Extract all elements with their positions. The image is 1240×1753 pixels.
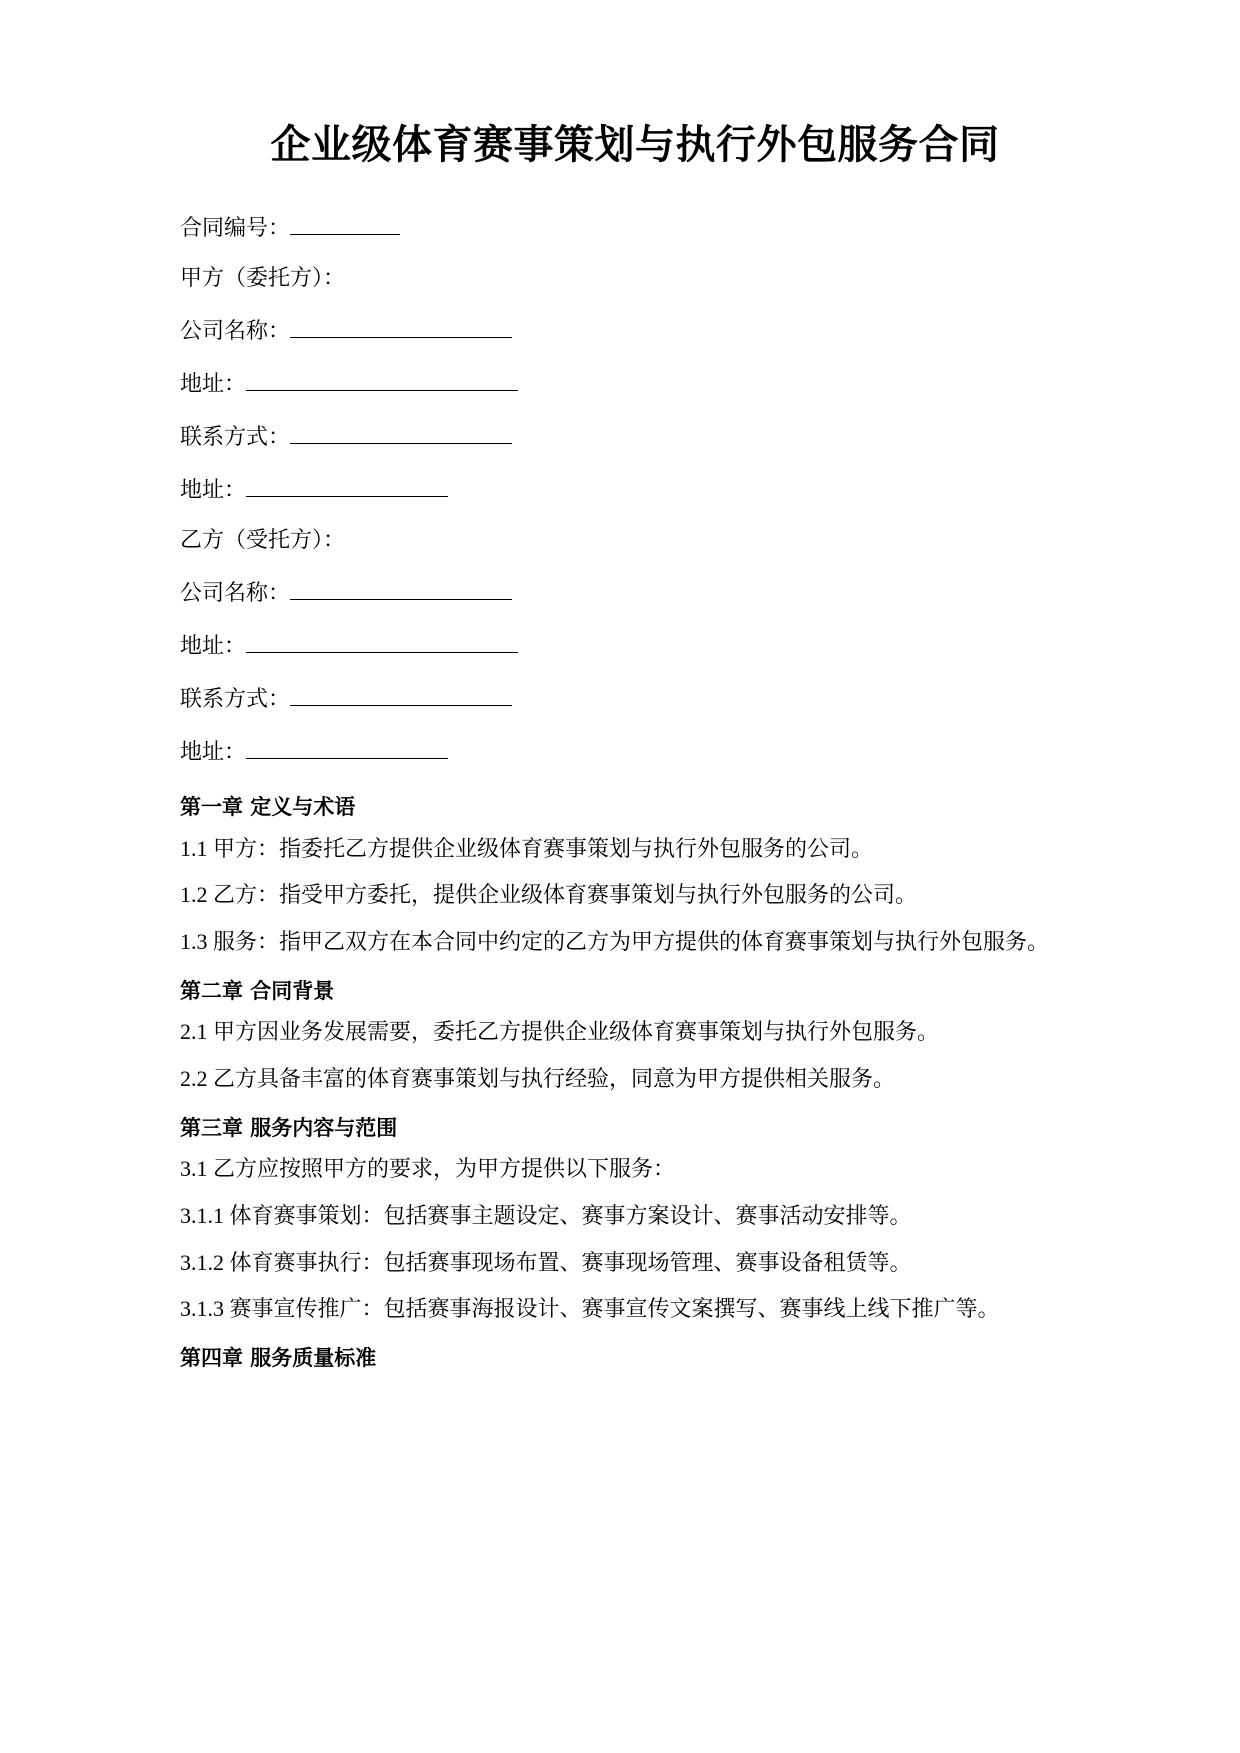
section-heading: 第一章 定义与术语 bbox=[180, 795, 356, 819]
section-chapter-3 bbox=[180, 1112, 1090, 1330]
fill-in-blank[interactable] bbox=[290, 685, 512, 706]
field-label: 地址： bbox=[180, 371, 247, 396]
fill-in-blank[interactable] bbox=[290, 214, 400, 235]
field-contract-number bbox=[180, 214, 1090, 239]
section-chapter-4 bbox=[180, 1342, 1090, 1376]
section-chapter-2 bbox=[180, 975, 1090, 1100]
clause-1-3: 1.3 服务：指甲乙双方在本合同中约定的乙方为甲方提供的体育赛事策划与执行外包服务。 bbox=[180, 928, 1050, 954]
clause-3-1: 3.1 乙方应按照甲方的要求，为甲方提供以下服务： bbox=[180, 1156, 676, 1182]
fill-in-blank[interactable] bbox=[290, 317, 512, 338]
section-chapter-1 bbox=[180, 791, 1090, 963]
field-label: 公司名称： bbox=[180, 318, 291, 343]
section-heading: 第三章 服务内容与范围 bbox=[180, 1115, 398, 1140]
clause-2-2: 2.2 乙方具备丰富的体育赛事策划与执行经验，同意为甲方提供相关服务。 bbox=[180, 1065, 896, 1091]
clause-2-1: 2.1 甲方因业务发展需要，委托乙方提供企业级体育赛事策划与执行外包服务。 bbox=[180, 1019, 940, 1045]
clause-3-1-3: 3.1.3 赛事宣传推广：包括赛事海报设计、赛事宣传文案撰写、赛事线上线下推广等。 bbox=[180, 1296, 1000, 1322]
fill-in-blank[interactable] bbox=[290, 579, 512, 600]
field-label: 甲方（委托方）： bbox=[180, 265, 346, 290]
fill-in-blank[interactable] bbox=[246, 370, 518, 391]
field-label: 地址： bbox=[180, 477, 247, 502]
field-label: 地址： bbox=[180, 739, 247, 764]
page-title: 企业级体育赛事策划与执行外包服务合同 bbox=[270, 122, 1000, 168]
fill-in-blank[interactable] bbox=[246, 738, 448, 759]
fill-in-blank[interactable] bbox=[246, 476, 448, 497]
fill-in-blank[interactable] bbox=[290, 423, 512, 444]
section-heading: 第四章 服务质量标准 bbox=[180, 1345, 377, 1370]
field-label: 地址： bbox=[180, 633, 247, 658]
party-fields-block bbox=[180, 214, 1090, 763]
section-heading: 第二章 合同背景 bbox=[180, 978, 335, 1003]
clause-3-1-2: 3.1.2 体育赛事执行：包括赛事现场布置、赛事现场管理、赛事设备租赁等。 bbox=[180, 1249, 912, 1275]
field-party-b-address bbox=[180, 632, 1090, 657]
clause-1-1: 1.1 甲方：指委托乙方提供企业级体育赛事策划与执行外包服务的公司。 bbox=[180, 835, 874, 861]
field-label: 乙方（受托方）： bbox=[180, 527, 346, 552]
field-party-a-address bbox=[180, 370, 1090, 395]
field-party-b-heading bbox=[180, 529, 1090, 551]
fill-in-blank[interactable] bbox=[246, 632, 518, 653]
field-party-b-company bbox=[180, 579, 1090, 604]
field-label: 公司名称： bbox=[180, 580, 291, 605]
field-party-a-address-2 bbox=[180, 476, 1090, 501]
field-label: 联系方式： bbox=[180, 424, 291, 449]
field-party-a-contact bbox=[180, 423, 1090, 448]
field-party-b-contact bbox=[180, 685, 1090, 710]
field-party-a-company bbox=[180, 317, 1090, 342]
clause-1-2: 1.2 乙方：指受甲方委托，提供企业级体育赛事策划与执行外包服务的公司。 bbox=[180, 882, 918, 908]
clause-3-1-1: 3.1.1 体育赛事策划：包括赛事主题设定、赛事方案设计、赛事活动安排等。 bbox=[180, 1202, 912, 1228]
field-label: 合同编号： bbox=[180, 215, 291, 240]
field-label: 联系方式： bbox=[180, 686, 291, 711]
field-party-a-heading bbox=[180, 267, 1090, 289]
field-party-b-address-2 bbox=[180, 738, 1090, 763]
